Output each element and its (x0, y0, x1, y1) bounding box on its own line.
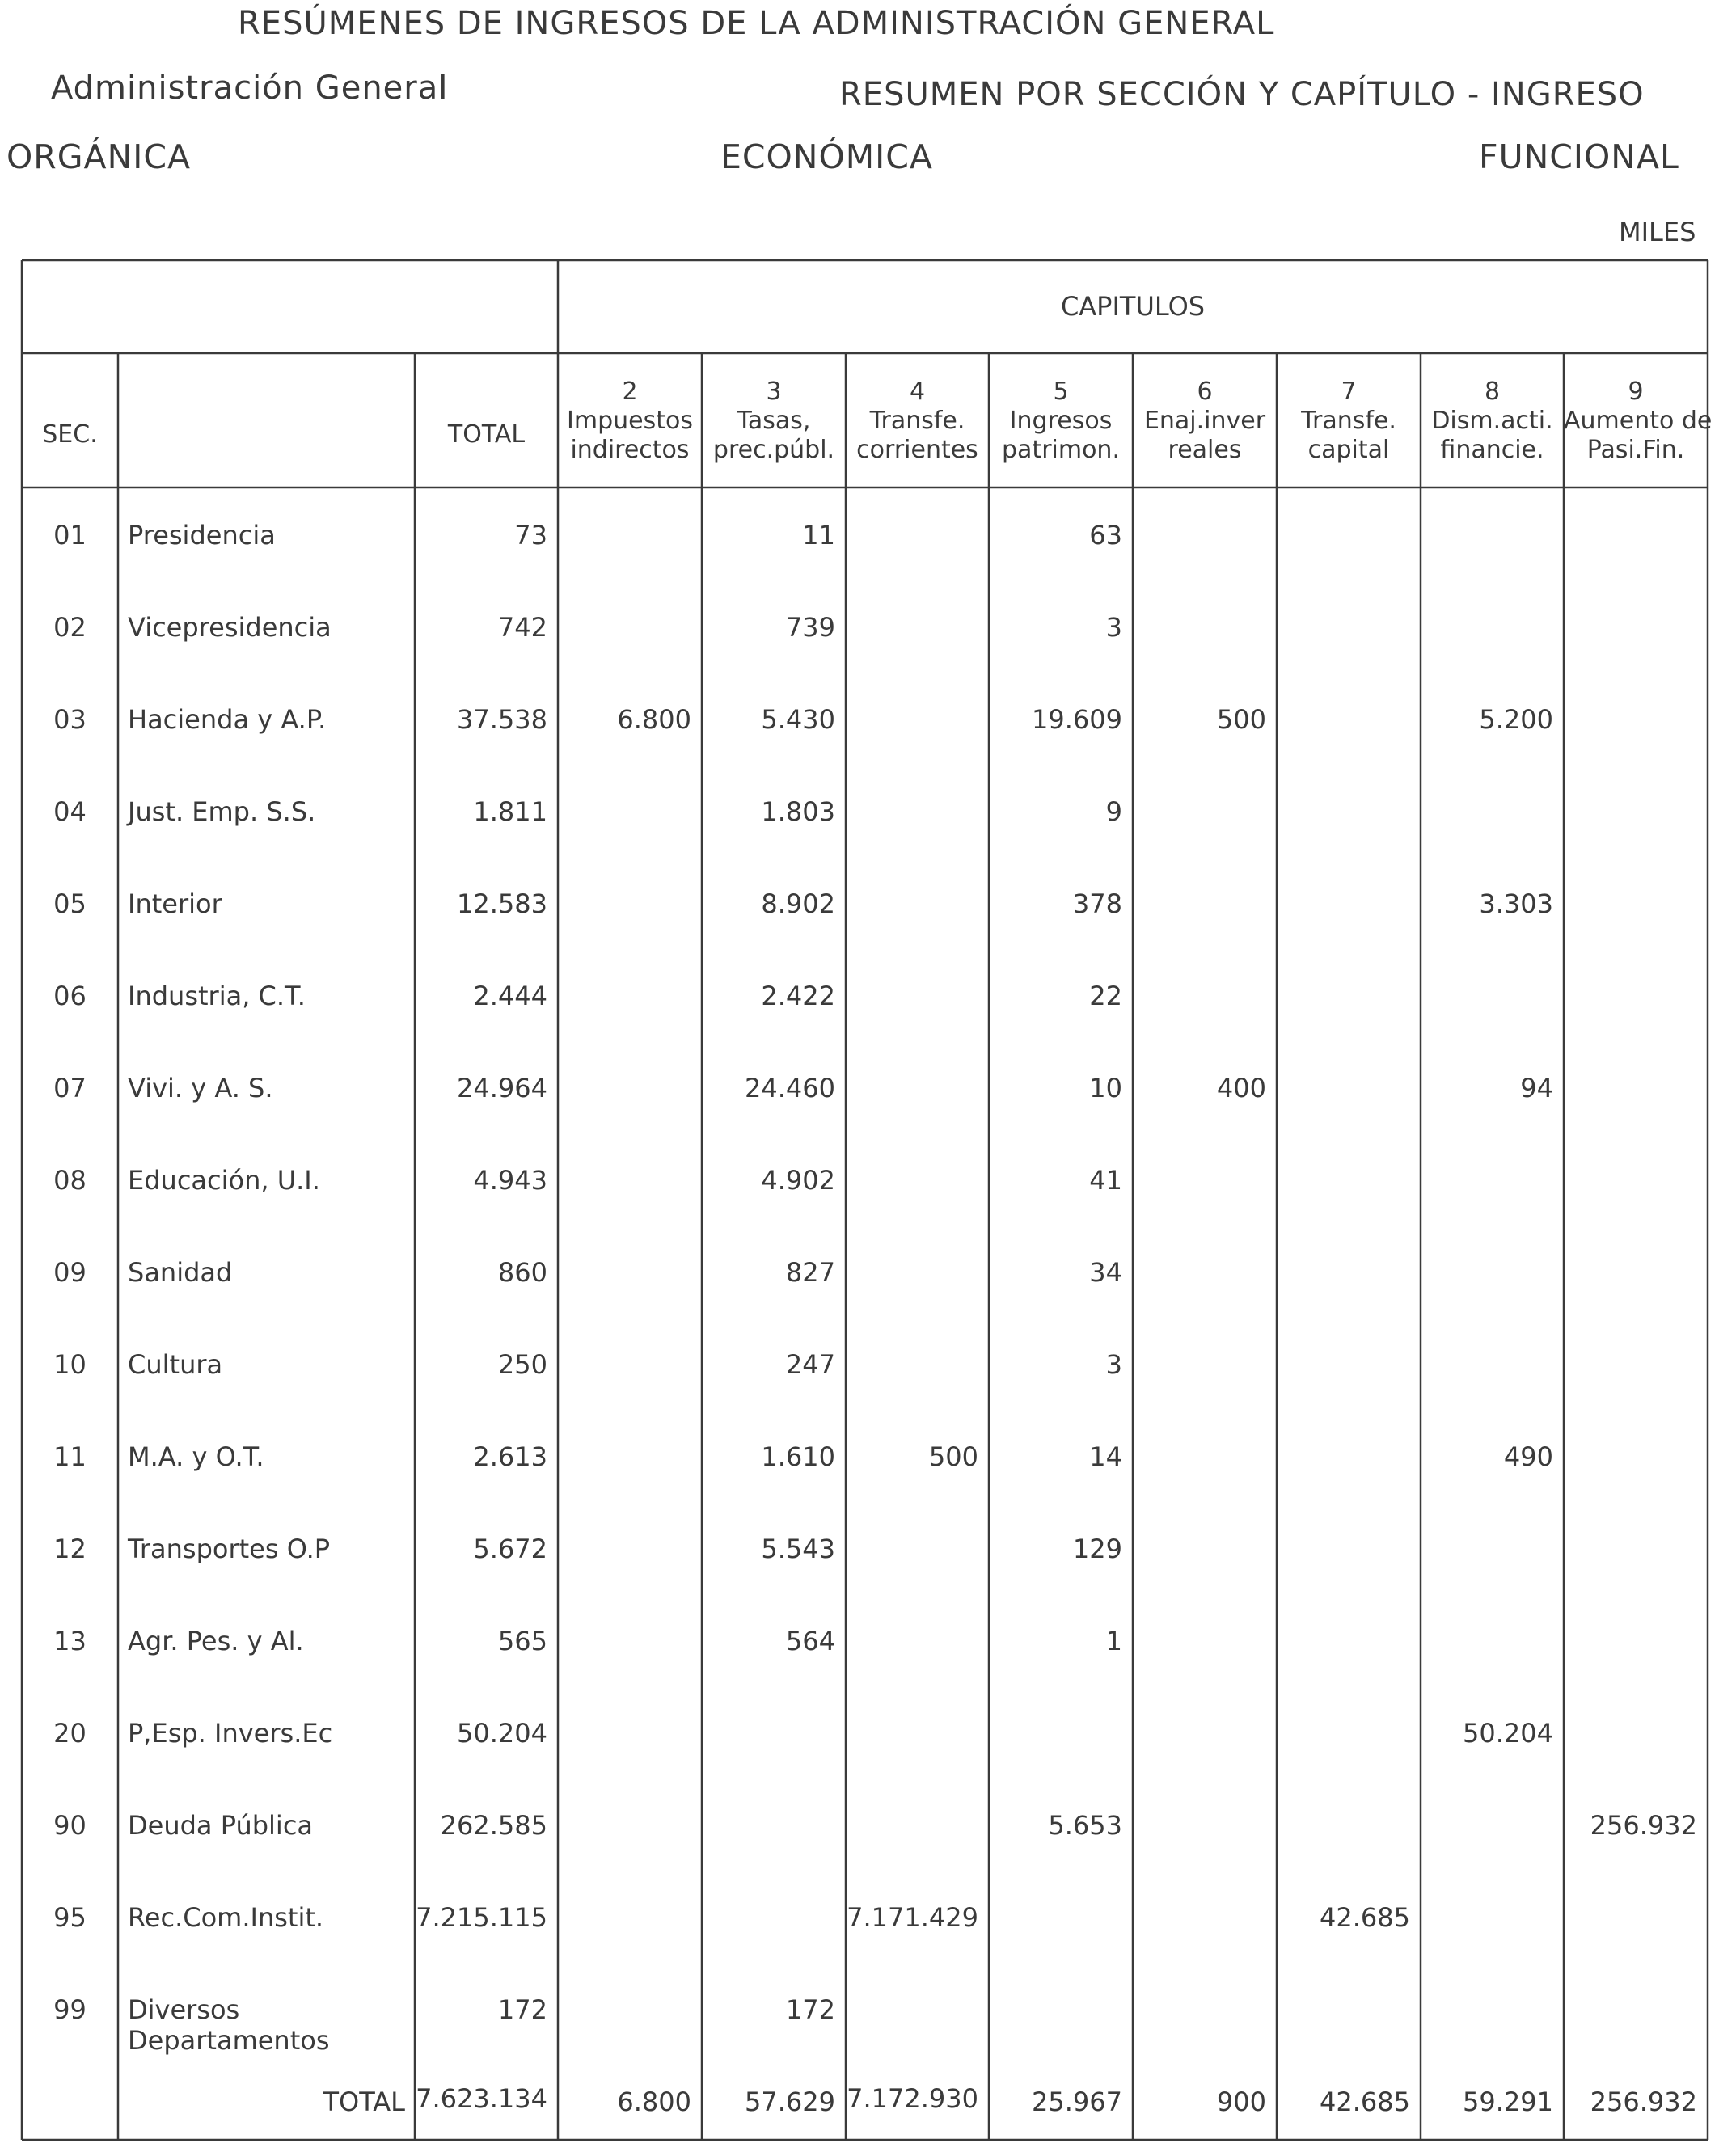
chapter-9-header-l1: Aumento de (1564, 407, 1713, 435)
chapter-2-header-l2: indirectos (570, 436, 690, 464)
row-c3: 564 (785, 1626, 835, 1656)
chapter-6-header-num: 6 (1197, 378, 1213, 406)
row-name: Industria, C.T. (128, 981, 306, 1011)
units-label: MILES (1619, 217, 1696, 247)
row-sec: 20 (53, 1718, 87, 1749)
totals-c6: 900 (1216, 2086, 1266, 2117)
row-name: Diversos (128, 1994, 240, 2025)
row-total: 262.585 (440, 1810, 547, 1841)
chapter-8-header-l2: financie. (1440, 436, 1544, 464)
row-name: Sanidad (128, 1257, 233, 1288)
row-sec: 02 (53, 612, 87, 643)
row-sec: 05 (53, 888, 87, 919)
row-c8: 94 (1520, 1073, 1553, 1103)
row-total: 5.672 (473, 1534, 547, 1564)
row-c5: 129 (1072, 1534, 1122, 1564)
economica-label: ECONÓMICA (720, 137, 933, 176)
chapter-5-header-num: 5 (1053, 378, 1069, 406)
row-c6: 400 (1216, 1073, 1266, 1103)
row-name: M.A. y O.T. (128, 1441, 264, 1472)
row-c5: 14 (1089, 1441, 1122, 1472)
row-c3: 11 (802, 520, 835, 551)
row-c3: 247 (785, 1349, 835, 1380)
row-c8: 5.200 (1479, 704, 1553, 735)
row-c5: 1 (1105, 1626, 1122, 1656)
row-name: Hacienda y A.P. (128, 704, 327, 735)
row-name: Agr. Pes. y Al. (128, 1626, 304, 1656)
row-sec: 11 (53, 1441, 87, 1472)
row-name: Transportes O.P (128, 1534, 331, 1564)
row-c3: 739 (785, 612, 835, 643)
row-total: 860 (497, 1257, 547, 1288)
row-c3: 5.430 (761, 704, 835, 735)
row-name: Rec.Com.Instit. (128, 1902, 324, 1933)
row-c9: 256.932 (1590, 1810, 1697, 1841)
row-c3: 827 (785, 1257, 835, 1288)
row-sec: 90 (53, 1810, 87, 1841)
row-sec: 10 (53, 1349, 87, 1380)
organica-label: ORGÁNICA (6, 137, 192, 176)
row-c5: 3 (1105, 612, 1122, 643)
row-total: 250 (497, 1349, 547, 1380)
chapter-2-header-num: 2 (622, 378, 638, 406)
row-c5: 10 (1089, 1073, 1122, 1103)
row-c8: 50.204 (1463, 1718, 1553, 1749)
row-total: 2.613 (473, 1441, 547, 1472)
subtitle-left: Administración General (51, 70, 449, 107)
row-total: 172 (497, 1994, 547, 2025)
totals-c7: 42.685 (1320, 2086, 1410, 2117)
chapter-8-header-l1: Dism.acti. (1431, 407, 1553, 435)
totals-c2: 6.800 (617, 2086, 691, 2117)
row-sec: 99 (53, 1994, 87, 2025)
row-name: Vicepresidencia (128, 612, 332, 643)
row-c5: 34 (1089, 1257, 1122, 1288)
chapter-9-header-l2: Pasi.Fin. (1586, 436, 1685, 464)
row-total: 37.538 (457, 704, 547, 735)
row-c6: 500 (1216, 704, 1266, 735)
row-c7: 42.685 (1320, 1902, 1410, 1933)
row-total: 742 (497, 612, 547, 643)
row-total: 2.444 (473, 981, 547, 1011)
chapter-4-header-l1: Transfe. (869, 407, 965, 435)
chapter-6-header-l1: Enaj.inver (1143, 407, 1266, 435)
row-c5: 22 (1089, 981, 1122, 1011)
row-c5: 5.653 (1048, 1810, 1122, 1841)
row-total: 7.215.115 (416, 1902, 547, 1933)
chapter-8-header-num: 8 (1484, 378, 1501, 406)
row-total: 565 (497, 1626, 547, 1656)
total-column-header: TOTAL (447, 420, 526, 449)
row-name-line2: Departamentos (128, 2025, 330, 2056)
row-total: 12.583 (457, 888, 547, 919)
chapter-5-header-l2: patrimon. (1002, 436, 1120, 464)
row-c3: 2.422 (761, 981, 835, 1011)
row-sec: 04 (53, 796, 87, 827)
chapter-7-header-num: 7 (1341, 378, 1357, 406)
chapter-3-header-l1: Tasas, (737, 407, 811, 435)
row-name: P,Esp. Invers.Ec (128, 1718, 333, 1749)
row-sec: 03 (53, 704, 87, 735)
row-c5: 63 (1089, 520, 1122, 551)
capitulos-header: CAPITULOS (1060, 291, 1206, 322)
totals-c3: 57.629 (745, 2086, 835, 2117)
totals-c9: 256.932 (1590, 2086, 1697, 2117)
row-c3: 172 (785, 1994, 835, 2025)
totals-label: TOTAL (323, 2086, 405, 2117)
row-total: 1.811 (473, 796, 547, 827)
row-c5: 378 (1072, 888, 1122, 919)
totals-c5: 25.967 (1032, 2086, 1122, 2117)
row-sec: 01 (53, 520, 87, 551)
totals-total: 7.623.134 (416, 2083, 547, 2114)
row-c3: 5.543 (761, 1534, 835, 1564)
row-c3: 1.610 (761, 1441, 835, 1472)
chapter-7-header-l2: capital (1307, 436, 1390, 464)
row-c5: 41 (1089, 1165, 1122, 1196)
row-sec: 13 (53, 1626, 87, 1656)
row-name: Educación, U.I. (128, 1165, 320, 1196)
chapter-7-header-l1: Transfe. (1301, 407, 1396, 435)
chapter-3-header-l2: prec.públ. (712, 436, 835, 464)
sec-column-header: SEC. (42, 420, 98, 449)
chapter-5-header-l1: Ingresos (1009, 407, 1113, 435)
funcional-label: FUNCIONAL (1479, 137, 1679, 176)
row-c4: 500 (928, 1441, 978, 1472)
row-c5: 19.609 (1032, 704, 1122, 735)
row-sec: 06 (53, 981, 87, 1011)
row-name: Interior (128, 888, 222, 919)
row-sec: 08 (53, 1165, 87, 1196)
row-sec: 09 (53, 1257, 87, 1288)
row-c4: 7.171.429 (847, 1902, 978, 1933)
row-c3: 1.803 (761, 796, 835, 827)
chapter-4-header-l2: corrientes (856, 436, 978, 464)
totals-c8: 59.291 (1463, 2086, 1553, 2117)
row-sec: 95 (53, 1902, 87, 1933)
row-sec: 07 (53, 1073, 87, 1103)
row-c3: 8.902 (761, 888, 835, 919)
row-name: Vivi. y A. S. (128, 1073, 273, 1103)
row-c5: 3 (1105, 1349, 1122, 1380)
row-c8: 490 (1503, 1441, 1553, 1472)
row-sec: 12 (53, 1534, 87, 1564)
row-name: Cultura (128, 1349, 223, 1380)
chapter-9-header-num: 9 (1628, 378, 1644, 406)
chapter-6-header-l2: reales (1168, 436, 1242, 464)
row-name: Just. Emp. S.S. (128, 796, 316, 827)
row-name: Deuda Pública (128, 1810, 314, 1841)
row-total: 4.943 (473, 1165, 547, 1196)
totals-c4: 7.172.930 (847, 2083, 978, 2114)
row-c2: 6.800 (617, 704, 691, 735)
chapter-2-header-l1: Impuestos (567, 407, 693, 435)
row-c8: 3.303 (1479, 888, 1553, 919)
row-c3: 4.902 (761, 1165, 835, 1196)
row-total: 24.964 (457, 1073, 547, 1103)
report-title: RESÚMENES DE INGRESOS DE LA ADMINISTRACIÓN GENERAL (238, 5, 1275, 42)
row-c3: 24.460 (745, 1073, 835, 1103)
row-name: Presidencia (128, 520, 276, 551)
chapter-3-header-num: 3 (766, 378, 782, 406)
row-total: 50.204 (457, 1718, 547, 1749)
row-c5: 9 (1105, 796, 1122, 827)
chapter-4-header-num: 4 (909, 378, 926, 406)
subtitle-right: RESUMEN POR SECCIÓN Y CAPÍTULO - INGRESO (839, 76, 1645, 113)
row-total: 73 (514, 520, 547, 551)
